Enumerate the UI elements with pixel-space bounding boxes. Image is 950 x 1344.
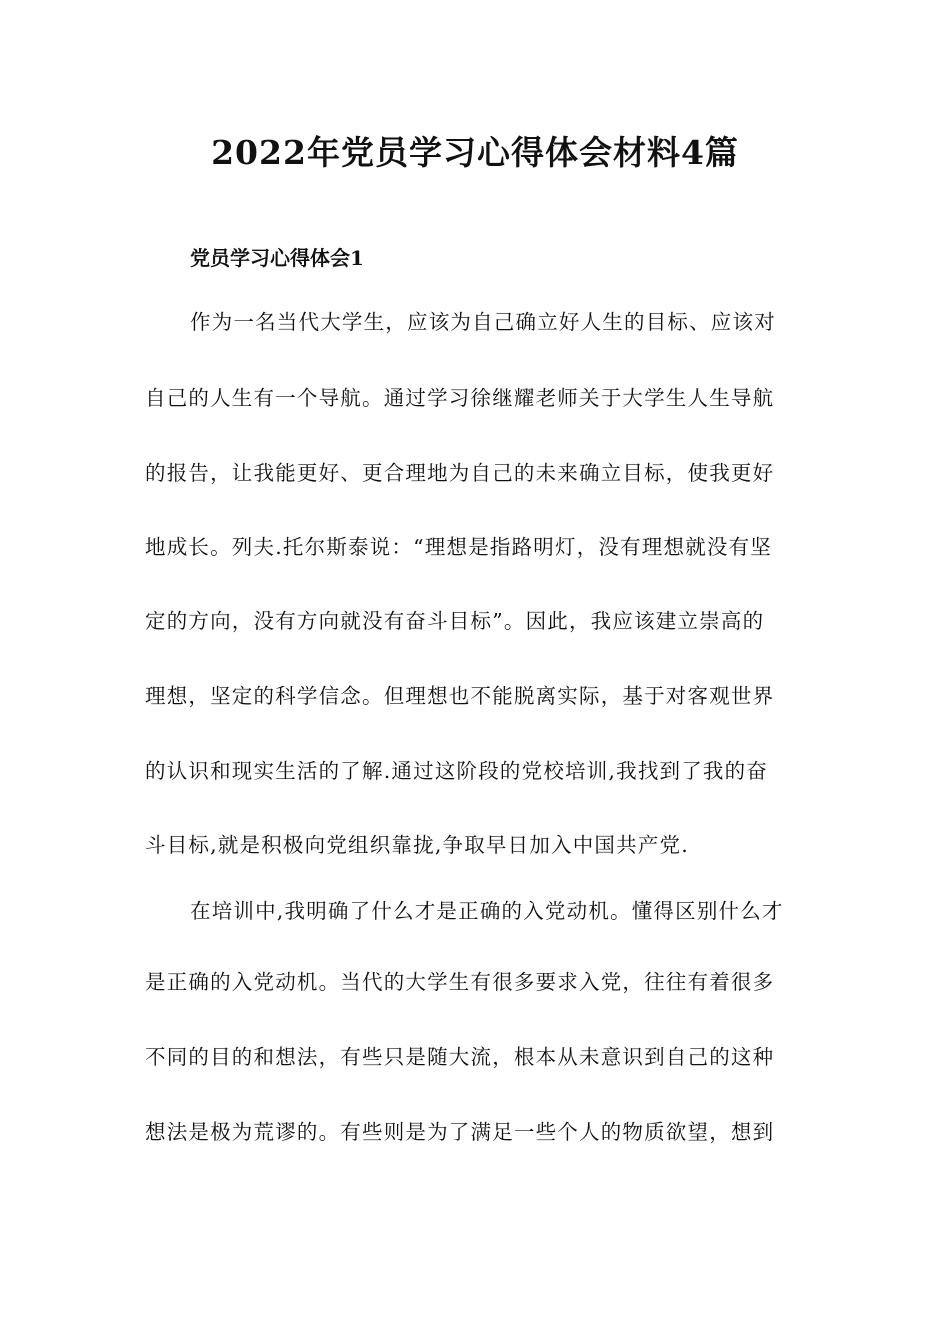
paragraph-line: 是正确的入党动机。当代的大学生有很多要求入党，往往有着很多 xyxy=(145,970,775,994)
paragraph-line: 斗目标,就是积极向党组织靠拢,争取早日加入中国共产党. xyxy=(145,833,689,857)
paragraph-line: 作为一名当代大学生，应该为自己确立好人生的目标、应该对 xyxy=(190,310,776,334)
paragraph-line: 想法是极为荒谬的。有些则是为了满足一些个人的物质欲望，想到 xyxy=(145,1120,775,1144)
paragraph-line: 自己的人生有一个导航。通过学习徐继耀老师关于大学生人生导航 xyxy=(145,386,775,410)
paragraph-line: 定的方向，没有方向就没有奋斗目标”。因此，我应该建立崇高的 xyxy=(145,609,765,633)
section-heading: 党员学习心得体会1 xyxy=(190,246,364,270)
paragraph-line: 理想，坚定的科学信念。但理想也不能脱离实际，基于对客观世界 xyxy=(145,684,775,708)
paragraph-line: 不同的目的和想法，有些只是随大流，根本从未意识到自己的这种 xyxy=(145,1045,775,1069)
document-title: 2022年党员学习心得体会材料4篇 xyxy=(211,133,739,172)
paragraph-line: 的报告，让我能更好、更合理地为自己的未来确立目标，使我更好 xyxy=(145,461,775,485)
paragraph-line: 地成长。列夫.托尔斯泰说：“理想是指路明灯，没有理想就没有坚 xyxy=(145,535,772,559)
paragraph-line: 在培训中,我明确了什么才是正确的入党动机。懂得区别什么才 xyxy=(190,899,784,923)
paragraph-line: 的认识和现实生活的了解.通过这阶段的党校培训,我找到了我的奋 xyxy=(145,759,769,783)
